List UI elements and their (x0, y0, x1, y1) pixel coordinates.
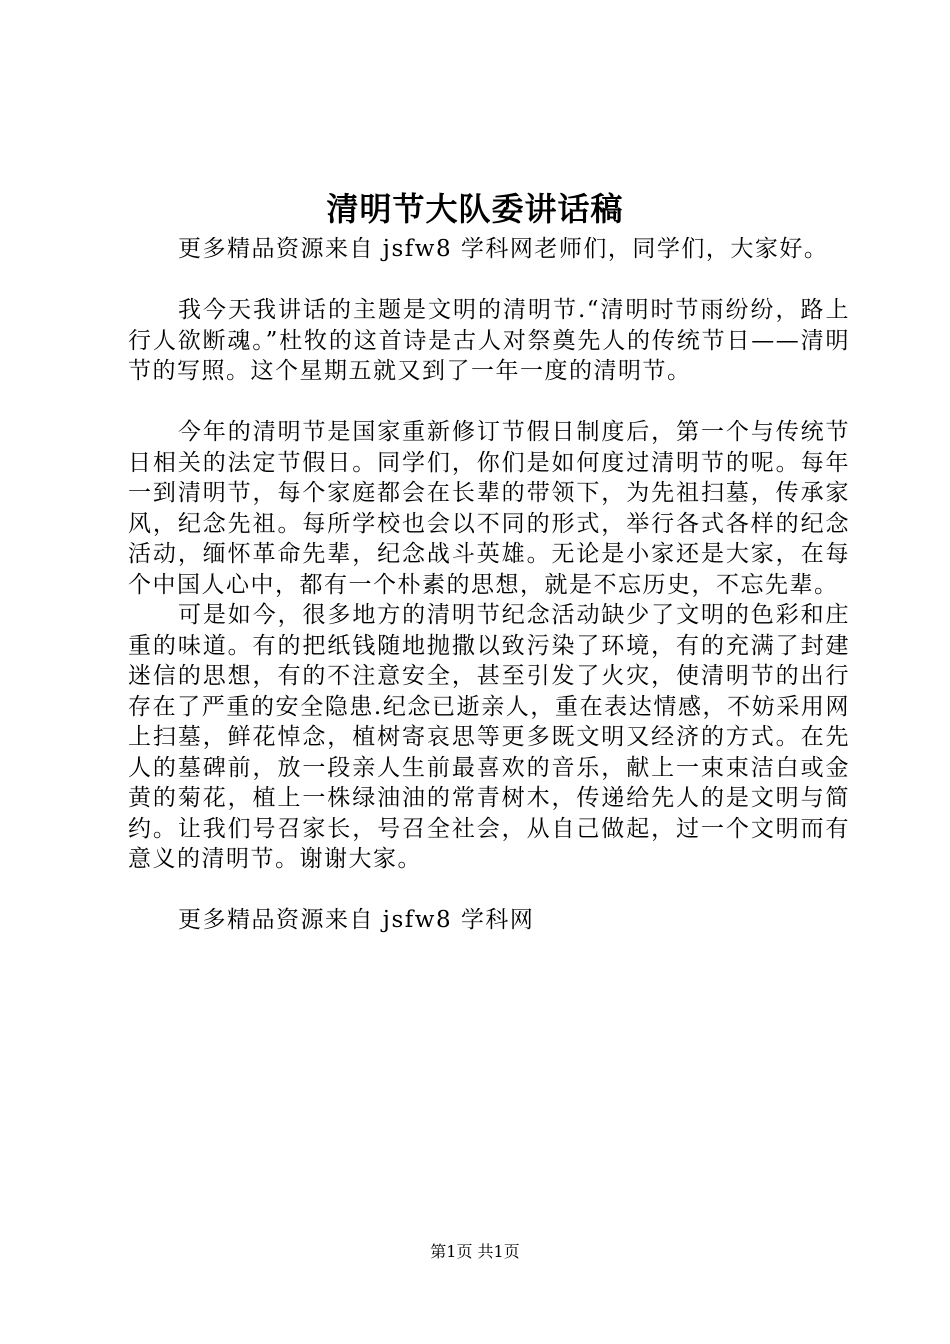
paragraph-theme: 我今天我讲话的主题是文明的清明节.“清明时节雨纷纷，路上行人欲断魂。”杜牧的这首诗是古人对祭奠先人的传统节日——清明节的写照。这个星期五就又到了一年一度的清明节。 (128, 297, 850, 384)
paragraph-civilization: 可是如今，很多地方的清明节纪念活动缺少了文明的色彩和庄重的味道。有的把纸钱随地抛撒以致污染了环境，有的充满了封建迷信的思想，有的不注意安全，甚至引发了火灾，使清明节的出行存在了严重的安全隐患.纪念已逝亲人，重在表达情感，不妨采用网上扫墓，鲜花悼念，植树寄哀思等更多既文明又经济的方式。在先人的墓碑前，放一段亲人生前最喜欢的音乐，献上一束束洁白或金黄的菊花，植上一株绿油油的常青树木，传递给先人的是文明与简约。让我们号召家长，号召全社会，从自己做起，过一个文明而有意义的清明节。谢谢大家。 (128, 602, 850, 872)
paragraph-spacer (128, 387, 850, 418)
paragraph-source: 更多精品资源来自 jsfw8 学科网 (178, 907, 535, 933)
paragraph-spacer (128, 265, 850, 296)
paragraph-spacer (128, 875, 850, 906)
document-body (128, 234, 850, 936)
paragraph-holiday: 今年的清明节是国家重新修订节假日制度后，第一个与传统节日相关的法定节假日。同学们，你们是如何度过清明节的呢。每年一到清明节，每个家庭都会在长辈的带领下，为先祖扫墓，传承家风，纪念先祖。每所学校也会以不同的形式，举行各式各样的纪念活动，缅怀革命先辈，纪念战斗英雄。无论是小家还是大家，在每个中国人心中，都有一个朴素的思想，就是不忘历史，不忘先辈。 (128, 419, 850, 598)
paragraph-greeting: 更多精品资源来自 jsfw8 学科网老师们，同学们，大家好。 (178, 236, 829, 262)
page-footer: 第1页 共1页 (430, 1242, 520, 1261)
document-title: 清明节大队委讲话稿 (326, 190, 624, 228)
